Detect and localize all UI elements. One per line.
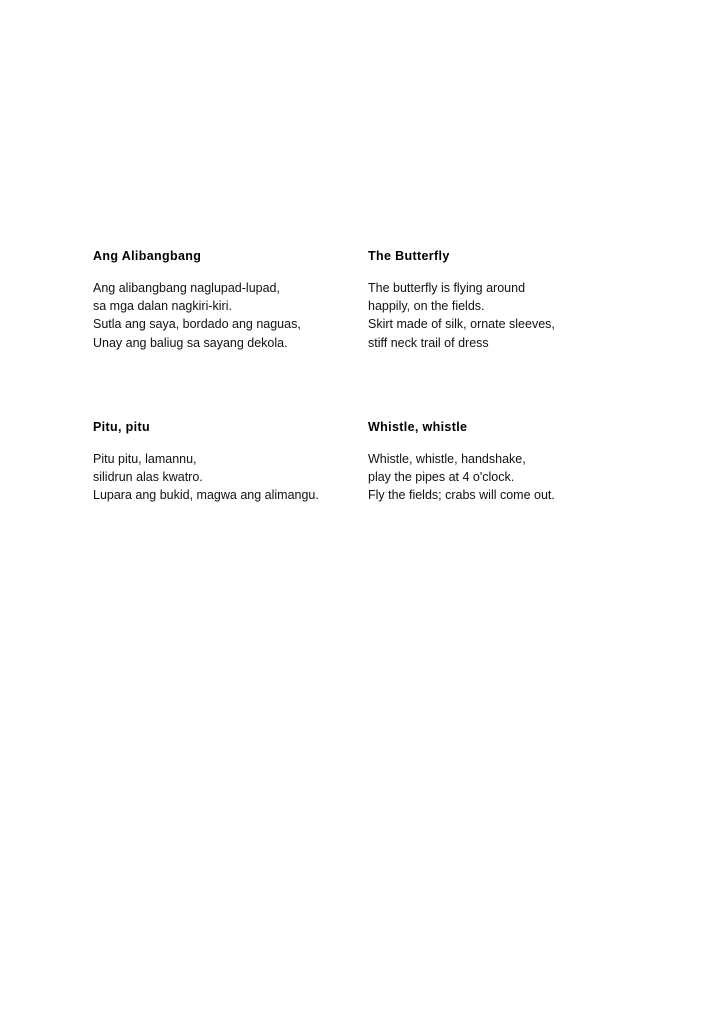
poem-translation-title: The Butterfly — [368, 249, 450, 263]
poem-original-line: silidrun alas kwatro. — [93, 470, 203, 485]
poem-original-line: sa mga dalan nagkiri-kiri. — [93, 299, 232, 314]
poem-original-column — [93, 419, 368, 505]
poem-translation-title: Whistle, whistle — [368, 419, 468, 434]
poem-translation-line: play the pipes at 4 o'clock. — [368, 470, 515, 485]
poem-translation-column — [368, 248, 633, 352]
poem-list — [93, 248, 633, 504]
poem-original-title: Ang Alibangbang — [93, 249, 202, 263]
poem-original-line: Pitu pitu, lamannu, — [93, 451, 197, 466]
poem-original-line: Ang alibangbang naglupad-lupad, — [93, 281, 280, 295]
poem-translation-line: happily, on the fields. — [368, 299, 485, 314]
poem-translation-line: Whistle, whistle, handshake, — [368, 451, 526, 466]
poem-translation-column — [368, 419, 633, 505]
poem-original-line: Lupara ang bukid, magwa ang alimangu. — [93, 488, 319, 503]
poem-original-column — [93, 248, 368, 352]
poem-original-line: Sutla ang saya, bordado ang naguas, — [93, 317, 301, 332]
poem-entry-ang-alibangbang — [93, 248, 633, 352]
poem-translation-line: stiff neck trail of dress — [368, 335, 489, 350]
poem-translation-line: Skirt made of silk, ornate sleeves, — [368, 317, 555, 332]
poem-translation-line: Fly the fields; crabs will come out. — [368, 488, 555, 503]
poem-translation-line: The butterfly is flying around — [368, 281, 526, 295]
poem-original-line: Unay ang baliug sa sayang dekola. — [93, 335, 288, 350]
poem-columns — [93, 419, 633, 505]
poem-columns — [93, 248, 633, 352]
poem-entry-pitu-pitu — [93, 419, 633, 505]
poem-original-title: Pitu, pitu — [93, 419, 150, 434]
